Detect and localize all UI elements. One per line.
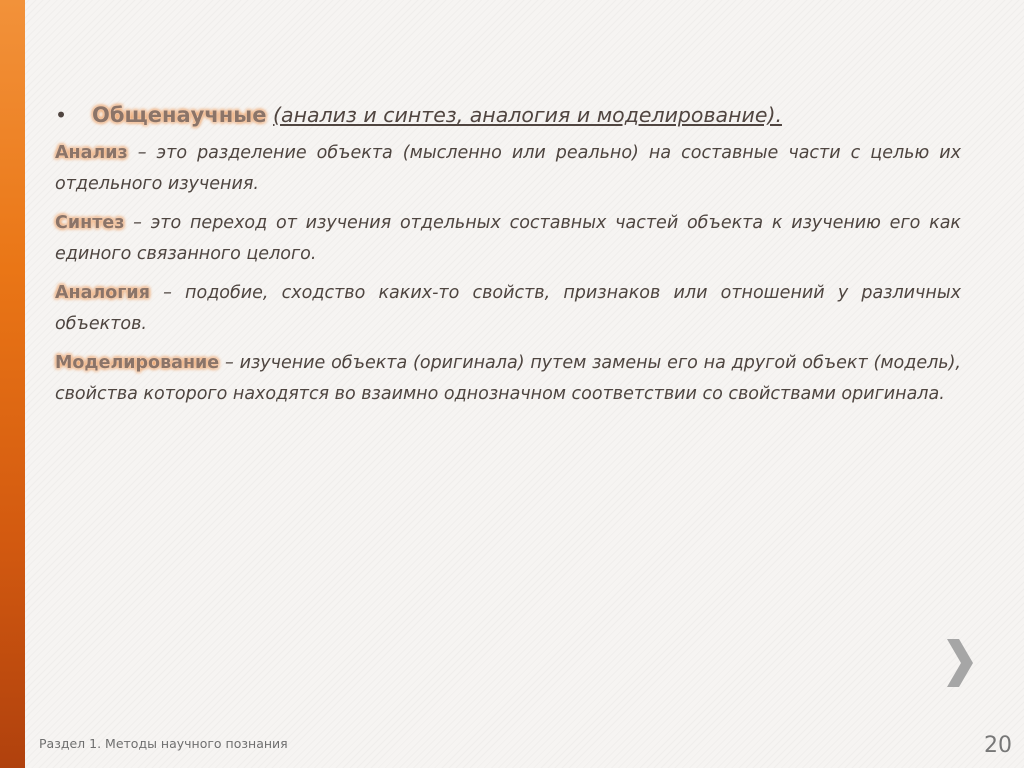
chevron-right-icon[interactable] [942, 633, 976, 693]
definition-text: – это разделение объекта (мысленно или реально) на составные части с целью их отдельного изучения. [55, 143, 961, 194]
heading-term: Общенаучные [92, 103, 267, 127]
definition-text: – это переход от изучения отдельных составных частей объекта к изучению его как единого связанного целого. [55, 213, 961, 264]
page-number: 20 [984, 733, 1012, 758]
definition-synthesis [55, 208, 961, 270]
definition-text: – изучение объекта (оригинала) путем замены его на другой объект (модель), свойства которого находятся во взаимно однозначном соответствии со свойствами оригинала. [55, 353, 961, 404]
term-synthesis: Синтез [55, 213, 125, 233]
definition-modeling [55, 348, 961, 410]
heading-parenthetical: (анализ и синтез, аналогия и моделирование). [273, 103, 782, 127]
footer-section-title: Раздел 1. Методы научного познания [39, 736, 288, 751]
term-analysis: Анализ [55, 143, 128, 163]
accent-sidebar-bar [0, 0, 25, 768]
term-analogy: Аналогия [55, 283, 150, 303]
definition-text: – подобие, сходство каких-то свойств, признаков или отношений у различных объектов. [55, 283, 961, 334]
slide-content [55, 103, 961, 418]
bullet-heading [55, 103, 961, 127]
term-modeling: Моделирование [55, 353, 220, 373]
definition-analogy [55, 278, 961, 340]
chevron-right-icon-shape [942, 633, 976, 693]
bullet-marker: • [55, 103, 68, 127]
definition-analysis [55, 138, 961, 200]
